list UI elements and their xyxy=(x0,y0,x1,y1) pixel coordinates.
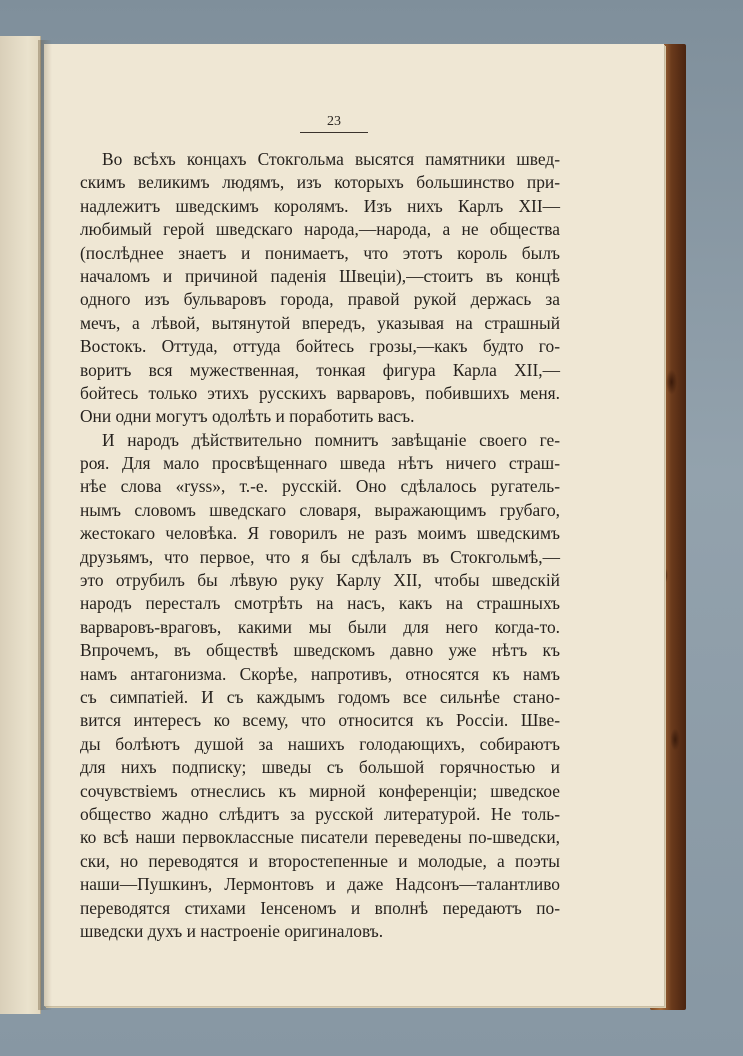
text-line: ски, но переводятся и второстепенные и молодые, а поэты xyxy=(80,850,560,871)
text-line: началомъ и причиной паденія Швеціи),—стоитъ въ концѣ xyxy=(80,265,560,286)
text-line: сочувствіемъ отнеслись къ мирной конференціи; шведское xyxy=(80,780,560,801)
text-line: нымъ словомъ шведскаго словаря, выражающимъ грубаго, xyxy=(80,499,560,520)
text-line: Востокъ. Оттуда, оттуда бойтесь грозы,—какъ будто го- xyxy=(80,336,560,357)
text-line: съ симпатіей. И съ каждымъ годомъ все сильнѣе стано- xyxy=(80,686,560,707)
text-line: нѣе слова «ryss», т.-е. русскій. Оно сдѣлалось ругатель- xyxy=(80,476,560,497)
page-body-text xyxy=(80,148,560,943)
text-line: народъ пересталъ смотрѣть на насъ, какъ на страшныхъ xyxy=(80,593,560,614)
text-line: варваровъ-враговъ, какими мы были для него когда-то. xyxy=(80,616,560,637)
left-facing-page xyxy=(0,36,41,1014)
text-line: наши—Пушкинъ, Лермонтовъ и даже Надсонъ—талантливо xyxy=(80,874,560,895)
text-line: роя. Для мало просвѣщеннаго шведа нѣтъ ничего страш- xyxy=(80,453,560,474)
text-line: любимый герой шведскаго народа,—народа, а не общества xyxy=(80,219,560,240)
text-line: друзьямъ, что первое, что я бы сдѣлалъ въ Стокгольмѣ,— xyxy=(80,546,560,567)
text-line: намъ антагонизма. Скорѣе, напротивъ, относятся къ намъ xyxy=(80,663,560,684)
text-line: воритъ вся мужественная, тонкая фигура Карла XII,— xyxy=(80,359,560,380)
text-line: Впрочемъ, въ обществѣ шведскомъ давно уже нѣтъ къ xyxy=(80,640,560,661)
text-line: это отрубилъ бы лѣвую руку Карлу XII, чтобы шведскій xyxy=(80,570,560,591)
text-line: И народъ дѣйствительно помнитъ завѣщаніе своего ге- xyxy=(102,429,560,450)
text-line: общество жадно слѣдитъ за русской литературой. Не толь- xyxy=(80,803,560,824)
page-number: 23 xyxy=(300,114,368,133)
text-line: жестокаго человѣка. Я говорилъ не разъ моимъ шведскимъ xyxy=(80,523,560,544)
text-line: (послѣднее знаетъ и понимаетъ, что этотъ король былъ xyxy=(80,242,560,263)
text-line: для нихъ подписку; шведы съ большой горячностью и xyxy=(80,757,560,778)
text-line: мечъ, а лѣвой, вытянутой впередъ, указывая на страшный xyxy=(80,312,560,333)
text-line: переводятся стихами Іенсеномъ и вполнѣ передаютъ по- xyxy=(80,897,560,918)
spine-shadow xyxy=(38,40,52,1010)
text-line: бойтесь только этихъ русскихъ варваровъ, побившихъ меня. xyxy=(80,382,560,403)
text-line: Во всѣхъ концахъ Стокгольма высятся памятники швед- xyxy=(102,149,560,169)
text-line: вится интересъ ко всему, что относится къ Россіи. Шве- xyxy=(80,710,560,731)
paragraph-end-line: Они одни могутъ одолѣть и поработить васъ. xyxy=(80,406,415,427)
text-line: скимъ великимъ людямъ, изъ которыхъ большинство при- xyxy=(80,172,560,193)
text-line: ды болѣютъ душой за нашихъ голодающихъ, собираютъ xyxy=(80,733,560,754)
text-line: надлежитъ шведскимъ королямъ. Изъ нихъ Карлъ XII— xyxy=(80,195,560,216)
text-line: ко всѣ наши первоклассные писатели переведены по-шведски, xyxy=(80,827,560,848)
text-line: одного изъ бульваровъ города, правой рукой держась за xyxy=(80,289,560,310)
paragraph-end-line: шведски духъ и настроеніе оригиналовъ. xyxy=(80,920,384,941)
